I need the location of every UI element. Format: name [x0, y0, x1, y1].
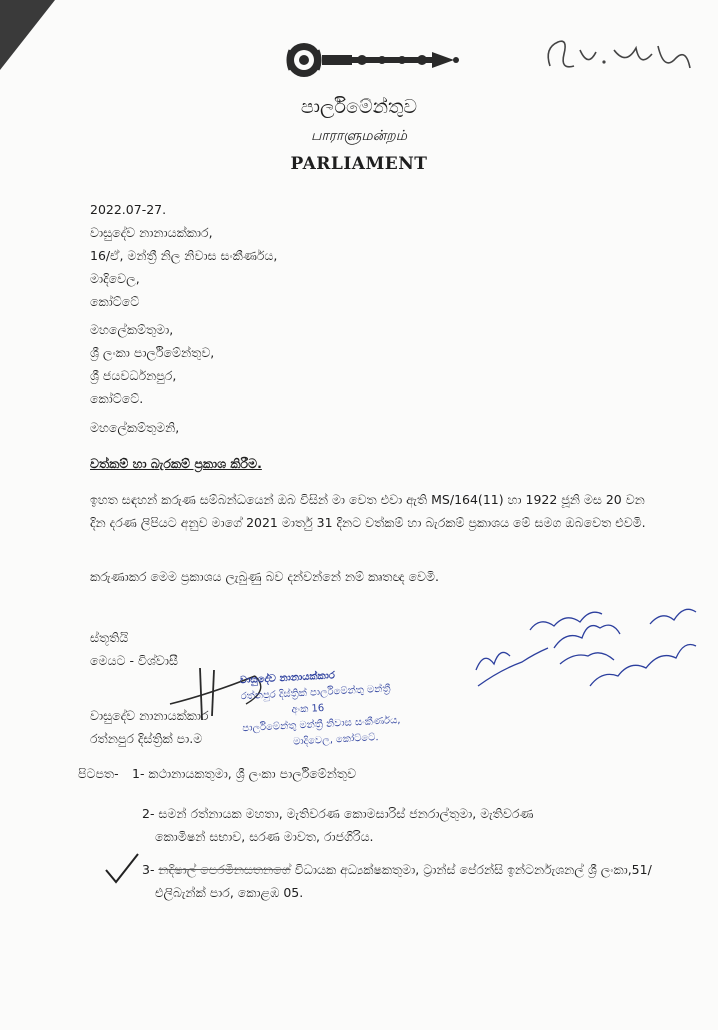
copies-label: පිටපත-	[78, 766, 119, 781]
recipient-town: කෝට්ටේ.	[90, 391, 144, 406]
recipient-org: ශ්‍රී ලංකා පාර්ලිමේන්තුව,	[90, 345, 215, 360]
closing-faithfully: මෙයට - විශ්වාසී	[90, 653, 178, 668]
stamp-line-5: මාදිවෙල, කෝට්ටේ.	[292, 732, 379, 748]
stamp-line-1: වාසුදේව නානායක්කාර	[239, 670, 336, 687]
copy-item-3-text: විධායක අධ්‍යක්ෂකතුමා, ට්‍රාන්ස් පේරන්සි ඉන්ටර්නැශනල් ශ්‍රී ලංකා,51/	[290, 862, 652, 877]
signatory-title: රත්නපුර දිස්ත්‍රික් පා.ම	[90, 731, 203, 746]
sender-address-line1: 16/ඒ, මන්ත්‍රී නිල නිවාස සංකීර්ණය,	[90, 248, 278, 263]
stamp-line-2: රත්නපුර දිස්ත්‍රික් පාර්ලිමේන්තු මන්ත්‍රී	[240, 683, 391, 703]
signatory-name: වාසුදේව නානායක්කාර	[90, 708, 209, 723]
handwritten-minute-notes	[470, 590, 710, 700]
handwritten-initials	[540, 28, 700, 88]
closing-thanks: ස්තූතියි	[90, 630, 129, 645]
sender-address-line2: මාදිවෙල,	[90, 271, 140, 286]
copy-item-1: 1- කථානායකතුමා, ශ්‍රී ලංකා පාර්ලිමේන්තුව	[132, 766, 357, 781]
body-paragraph-2: කරුණාකර මෙම ප්‍රකාශය ලැබුණු බව දන්වන්නේ නම් කෘතඥ වෙමි.	[90, 569, 439, 584]
copy-item-3-struck-name: නදිෂාල් පෙරමිනසතනගේ	[158, 862, 291, 877]
salutation: මහලේකම්තුමනි,	[90, 420, 180, 435]
recipient-city: ශ්‍රී ජයවර්ධනපුර,	[90, 368, 177, 383]
parliament-title-english: PARLIAMENT	[290, 154, 428, 174]
copy-item-3-line2: එලිබැන්ක් පාර, කොළඹ 05.	[155, 885, 304, 900]
checkmark-icon	[104, 852, 140, 886]
body-paragraph-1: ඉහත සඳහන් කරුණ සම්බන්ධයෙන් ඔබ විසින් මා වෙත එවා ඇති MS/164(11) හා 1922 ජූනි මස 20 වන දින දරණ ලිපියට අනුව මාගේ 2021 මාර්තු 31 දිනට වත්කම් හා බැරකම් ප්‍රකාශය මේ සමග ඔබවෙත එවමි.	[90, 492, 646, 530]
stamp-line-3: අංක 16	[291, 702, 325, 716]
parliament-mace-emblem	[270, 36, 460, 84]
copy-item-3-number: 3-	[142, 862, 155, 877]
sender-address-line3: කෝට්ටේ	[90, 294, 140, 309]
parliament-title-tamil: பாராளுமன்றம்	[311, 128, 407, 144]
recipient-title: මහලේකම්තුමා,	[90, 322, 174, 337]
subject-line: වත්කම් හා බැරකම් ප්‍රකාශ කිරීම.	[90, 456, 262, 471]
letter-date: 2022.07-27.	[90, 202, 167, 217]
official-stamp	[240, 663, 445, 773]
copy-item-2-line2: කොමිෂන් සභාව, සරණ මාවත, රාජගිරිය.	[155, 829, 374, 844]
parliament-title-sinhala: පාර්ලිමේන්තුව	[300, 96, 418, 118]
copy-item-3-line1	[142, 862, 652, 878]
copy-item-2-line1: 2- සමන් රත්නායක මහතා, මැතිවරණ කොමසාරිස් ජනරාල්තුමා, මැතිවරණ	[142, 806, 534, 821]
sender-name: වාසුදේව නානායක්කාර,	[90, 225, 213, 240]
scan-shadow-corner	[0, 0, 55, 70]
stamp-line-4: පාර්ලිමේන්තු මන්ත්‍රී නිවාස සංකීර්ණය,	[242, 714, 401, 735]
